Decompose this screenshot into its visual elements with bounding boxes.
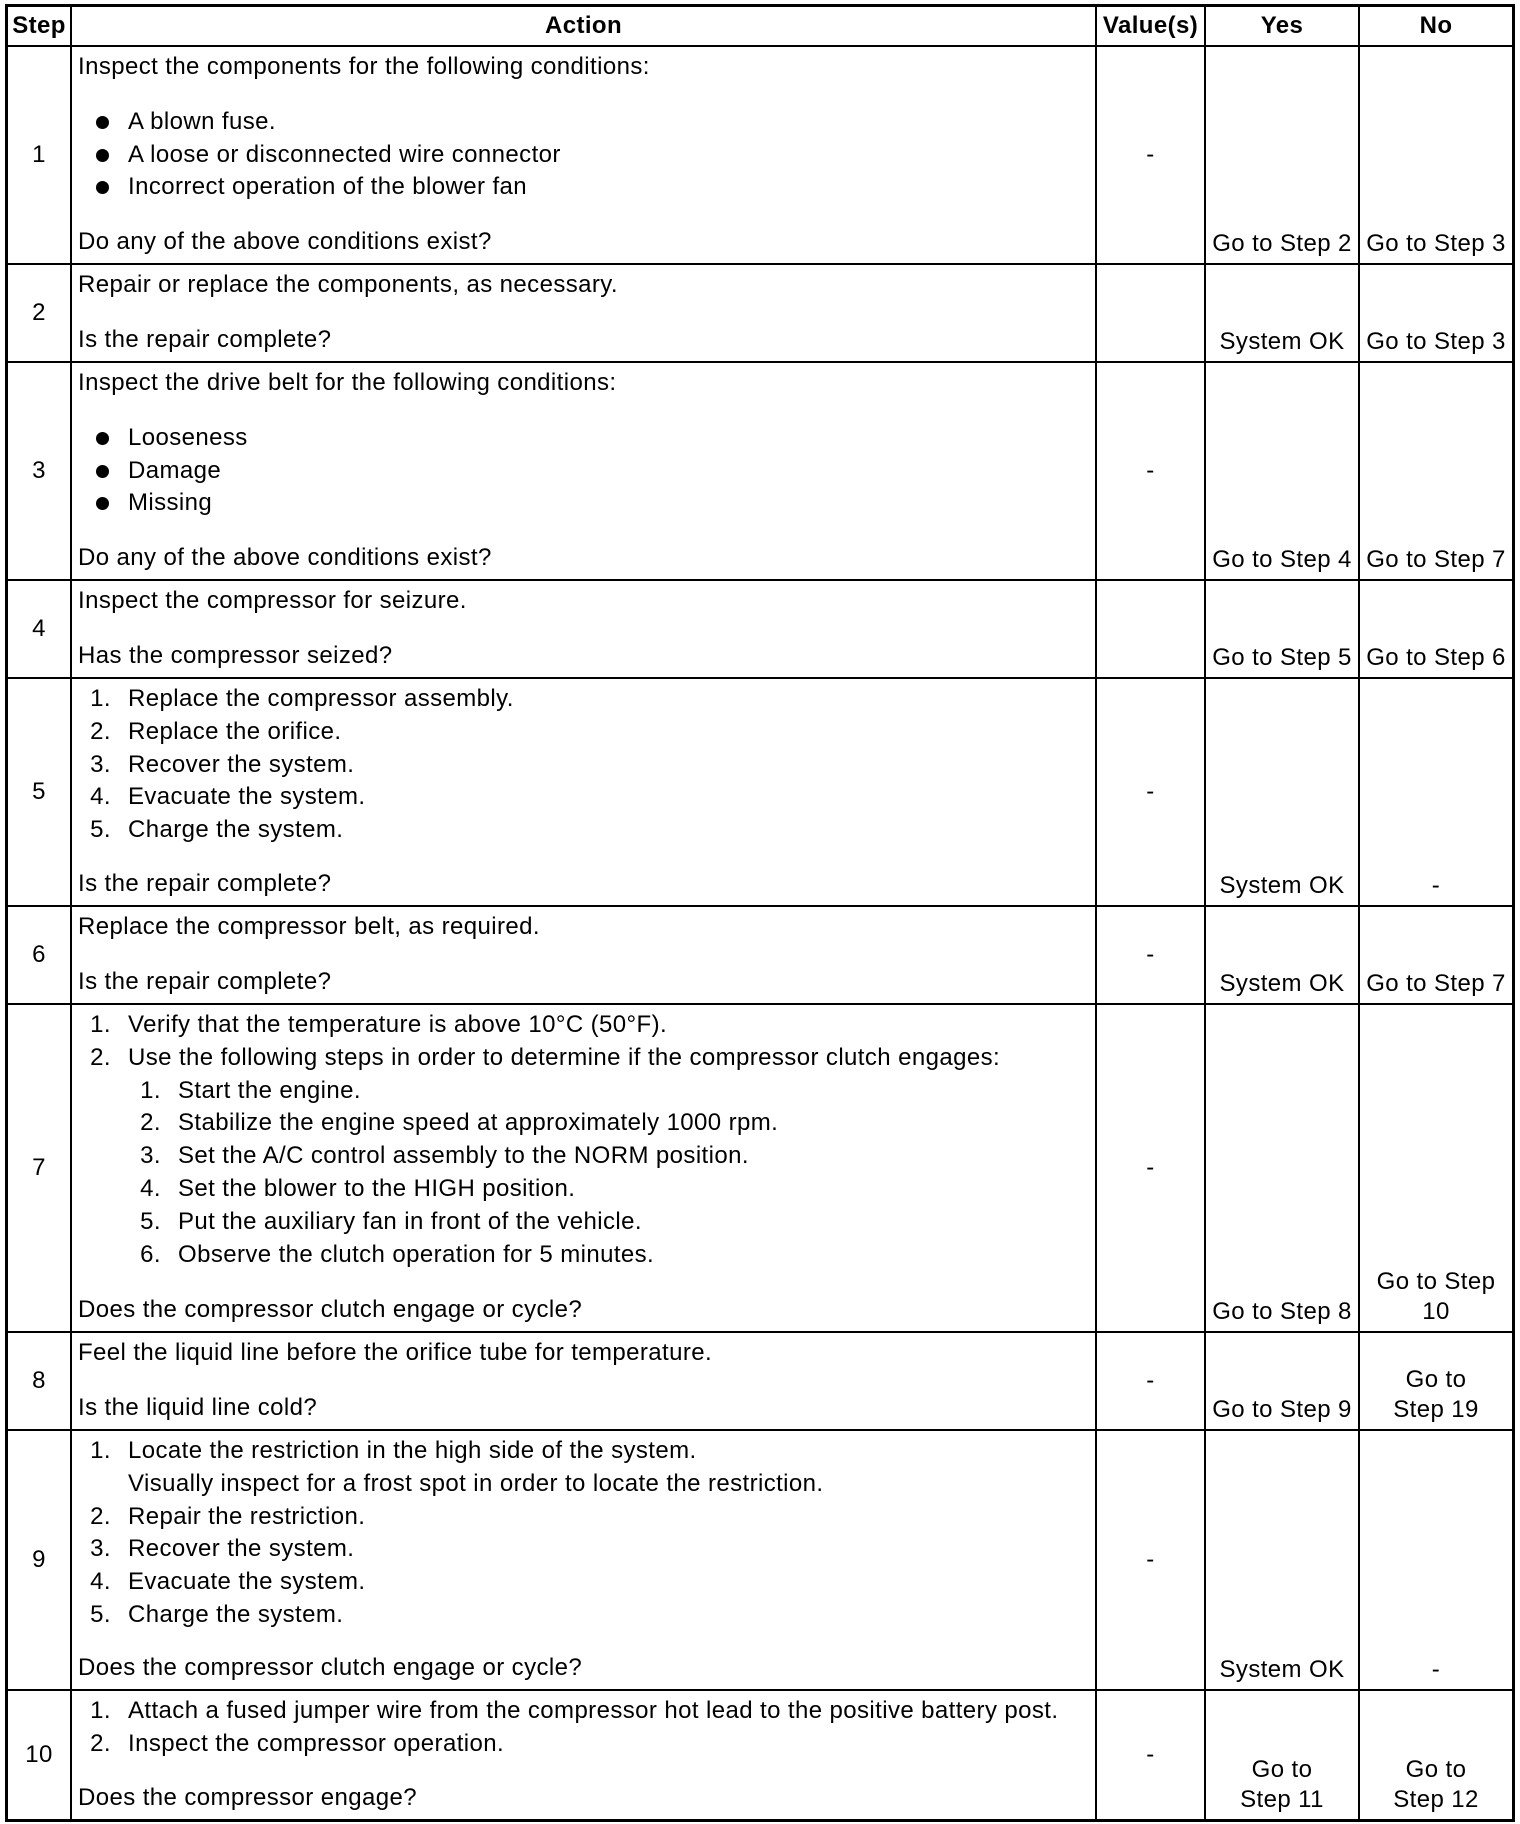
step-number: 5 (32, 778, 46, 805)
sub-list-item (128, 1206, 1089, 1239)
sub-list-item (128, 1107, 1089, 1140)
numbered-list (78, 1435, 1089, 1632)
list-item (78, 455, 1089, 488)
yes-result: System OK (1219, 1656, 1345, 1683)
list-item-text: Attach a fused jumper wire from the compressor hot lead to the positive battery post. (128, 1697, 1059, 1724)
sub-list-item-text: Set the A/C control assembly to the NORM position. (178, 1142, 749, 1170)
action-intro: Inspect the drive belt for the following conditions: (78, 369, 617, 396)
sub-list-number: 6. (140, 1240, 161, 1268)
action-intro: Replace the compressor belt, as required. (78, 913, 540, 940)
bullet-icon (96, 432, 109, 445)
no-result: - (1431, 872, 1441, 899)
yes-cell (1206, 265, 1358, 361)
sub-list-item-text: Start the engine. (178, 1076, 361, 1104)
no-cell (1360, 907, 1512, 1003)
values-cell (1097, 265, 1204, 361)
step-cell (8, 907, 70, 1003)
action-question: Does the compressor clutch engage or cycle? (78, 1296, 583, 1324)
step-cell (8, 47, 70, 263)
list-item (78, 106, 1089, 139)
step-number: 6 (32, 941, 46, 968)
action-cell (72, 363, 1095, 579)
action-cell (72, 1333, 1095, 1429)
yes-cell (1206, 1333, 1358, 1429)
yes-result: Go to Step 5 (1212, 644, 1352, 671)
action-intro: Inspect the compressor for seizure. (78, 587, 467, 614)
header-yes-label: Yes (1260, 12, 1304, 39)
no-cell (1360, 363, 1512, 579)
diagnostic-table (5, 4, 1515, 1822)
action-cell (72, 581, 1095, 677)
list-item-text: Replace the orifice. (128, 717, 342, 745)
numbered-list (78, 1009, 1089, 1271)
bullet-icon (96, 116, 109, 129)
value-text: - (1146, 141, 1155, 168)
yes-result: Go to Step 9 (1212, 1396, 1352, 1423)
list-item (78, 171, 1089, 204)
values-cell (1097, 47, 1204, 263)
no-result: Go to Step 10 (1376, 1268, 1496, 1325)
header-action-label: Action (544, 12, 623, 39)
value-text: - (1146, 941, 1155, 968)
sub-list-item (128, 1075, 1089, 1108)
yes-cell (1206, 679, 1358, 905)
list-item-text: A blown fuse. (128, 107, 276, 135)
bullet-icon (96, 181, 109, 194)
value-text: - (1146, 457, 1155, 484)
step-number: 4 (32, 615, 46, 642)
step-cell (8, 581, 70, 677)
list-number: 1. (90, 685, 111, 712)
values-cell (1097, 581, 1204, 677)
list-number: 5. (90, 1600, 111, 1628)
list-item-text: Missing (128, 489, 213, 517)
action-cell (72, 265, 1095, 361)
step-number: 7 (32, 1154, 46, 1181)
list-number: 5. (90, 816, 111, 844)
list-item (78, 422, 1089, 455)
action-question: Is the liquid line cold? (78, 1394, 318, 1422)
yes-result: System OK (1219, 970, 1345, 997)
step-number: 9 (32, 1546, 46, 1573)
list-number: 2. (90, 1502, 111, 1530)
step-cell (8, 1431, 70, 1689)
bullet-list (78, 106, 1089, 204)
list-number: 4. (90, 1568, 111, 1596)
yes-cell (1206, 1691, 1358, 1819)
list-number: 3. (90, 750, 111, 778)
action-intro: Feel the liquid line before the orifice tube for temperature. (78, 1339, 713, 1366)
step-number: 8 (32, 1367, 46, 1394)
step-cell (8, 265, 70, 361)
numbered-list (78, 1695, 1089, 1761)
list-item (78, 1728, 1089, 1761)
list-item-text: Recover the system. (128, 750, 355, 778)
list-item-text: Charge the system. (128, 816, 344, 844)
list-item (78, 1009, 1089, 1042)
header-yes (1206, 7, 1358, 45)
values-cell (1097, 1005, 1204, 1331)
no-cell (1360, 1333, 1512, 1429)
list-item (78, 781, 1089, 814)
yes-result: Go to Step 2 (1212, 230, 1352, 257)
list-number: 1. (90, 1011, 111, 1038)
list-item-text: Evacuate the system. (128, 1568, 366, 1596)
action-question: Does the compressor clutch engage or cycle? (78, 1654, 583, 1682)
no-cell (1360, 47, 1512, 263)
sub-list-number: 5. (140, 1207, 161, 1235)
list-item (78, 814, 1089, 847)
action-question: Is the repair complete? (78, 870, 332, 898)
sub-list-item (128, 1140, 1089, 1173)
action-cell (72, 1691, 1095, 1819)
no-result: Go to Step 7 (1366, 970, 1506, 997)
list-item (78, 683, 1089, 716)
list-item (78, 749, 1089, 782)
action-intro: Inspect the components for the following conditions: (78, 53, 650, 80)
list-item (78, 1533, 1089, 1566)
no-cell (1360, 265, 1512, 361)
yes-cell (1206, 363, 1358, 579)
list-item-text: Recover the system. (128, 1535, 355, 1563)
value-text: - (1146, 778, 1155, 805)
yes-cell (1206, 47, 1358, 263)
list-item-text: A loose or disconnected wire connector (128, 140, 561, 168)
numbered-list (78, 683, 1089, 847)
action-question: Do any of the above conditions exist? (78, 228, 492, 256)
value-text: - (1146, 1546, 1155, 1573)
yes-cell (1206, 907, 1358, 1003)
no-result: Go to Step 12 (1393, 1756, 1479, 1813)
list-number: 4. (90, 783, 111, 811)
sub-list-item-text: Set the blower to the HIGH position. (178, 1174, 576, 1202)
header-no (1360, 7, 1512, 45)
values-cell (1097, 1333, 1204, 1429)
list-item-text: Looseness (128, 423, 248, 451)
action-question: Has the compressor seized? (78, 642, 393, 670)
list-item (78, 139, 1089, 172)
values-cell (1097, 1691, 1204, 1819)
values-cell (1097, 907, 1204, 1003)
list-item (78, 1566, 1089, 1599)
yes-result: Go to Step 11 (1240, 1756, 1324, 1813)
list-item-text: Replace the compressor assembly. (128, 685, 514, 712)
sub-list-item (128, 1173, 1089, 1206)
sub-list-item-text: Put the auxiliary fan in front of the vehicle. (178, 1207, 642, 1235)
value-text: - (1146, 1741, 1155, 1768)
list-item (78, 1695, 1089, 1728)
yes-cell (1206, 581, 1358, 677)
step-cell (8, 363, 70, 579)
sub-list-item (128, 1239, 1089, 1272)
no-cell (1360, 581, 1512, 677)
action-question: Is the repair complete? (78, 968, 332, 996)
action-intro: Repair or replace the components, as necessary. (78, 271, 618, 298)
yes-result: System OK (1219, 872, 1345, 899)
list-item-text: Damage (128, 456, 222, 484)
action-cell (72, 47, 1095, 263)
no-result: - (1431, 1656, 1441, 1683)
list-item (78, 716, 1089, 749)
action-cell (72, 1005, 1095, 1331)
list-item-text: Inspect the compressor operation. (128, 1729, 505, 1757)
header-step-label: Step (12, 12, 66, 39)
sub-list-item-text: Stabilize the engine speed at approximately 1000 rpm. (178, 1109, 779, 1137)
step-number: 10 (25, 1741, 53, 1768)
step-cell (8, 1333, 70, 1429)
action-cell (72, 1431, 1095, 1689)
no-result: Go to Step 6 (1366, 644, 1506, 671)
bullet-list (78, 422, 1089, 520)
step-number: 3 (32, 457, 46, 484)
header-step (8, 7, 70, 45)
no-cell (1360, 1431, 1512, 1689)
values-cell (1097, 363, 1204, 579)
action-question: Do any of the above conditions exist? (78, 544, 492, 572)
sub-list-number: 4. (140, 1174, 161, 1202)
step-cell (8, 1005, 70, 1331)
list-item-text: Use the following steps in order to determine if the compressor clutch engages: (128, 1043, 1001, 1071)
no-cell (1360, 1005, 1512, 1331)
sub-list-number: 3. (140, 1142, 161, 1170)
values-cell (1097, 679, 1204, 905)
list-number: 3. (90, 1535, 111, 1563)
no-result: Go to Step 3 (1366, 230, 1506, 257)
values-cell (1097, 1431, 1204, 1689)
list-item-text: Locate the restriction in the high side of the system. (128, 1437, 697, 1464)
list-item (78, 1435, 1089, 1501)
action-instructions (78, 367, 1089, 520)
list-item-text: Evacuate the system. (128, 783, 366, 811)
list-item (78, 487, 1089, 520)
bullet-icon (96, 465, 109, 478)
list-item-text: Incorrect operation of the blower fan (128, 173, 528, 201)
list-number: 2. (90, 717, 111, 745)
header-values-label: Value(s) (1102, 12, 1199, 39)
list-item-continuation: Visually inspect for a frost spot in order to locate the restriction. (128, 1469, 824, 1497)
header-action (72, 7, 1095, 45)
header-values (1097, 7, 1204, 45)
yes-cell (1206, 1431, 1358, 1689)
yes-result: Go to Step 8 (1212, 1298, 1352, 1325)
no-result: Go to Step 7 (1366, 546, 1506, 573)
yes-result: System OK (1219, 328, 1345, 355)
bullet-icon (96, 149, 109, 162)
no-result: Go to Step 19 (1393, 1366, 1479, 1423)
step-cell (8, 1691, 70, 1819)
no-cell (1360, 1691, 1512, 1819)
action-instructions (78, 51, 1089, 204)
list-number: 2. (90, 1729, 111, 1757)
list-number: 2. (90, 1043, 111, 1071)
sub-list-number: 1. (140, 1076, 161, 1104)
list-item-text: Repair the restriction. (128, 1502, 366, 1530)
sub-list-number: 2. (140, 1109, 161, 1137)
action-question: Is the repair complete? (78, 326, 332, 354)
list-number: 1. (90, 1697, 111, 1724)
list-item (78, 1501, 1089, 1534)
no-cell (1360, 679, 1512, 905)
list-number: 1. (90, 1437, 111, 1464)
sub-list (128, 1075, 1089, 1272)
no-result: Go to Step 3 (1366, 328, 1506, 355)
list-item (78, 1599, 1089, 1632)
action-cell (72, 907, 1095, 1003)
value-text: - (1146, 1367, 1155, 1394)
yes-result: Go to Step 4 (1212, 546, 1352, 573)
value-text: - (1146, 1154, 1155, 1181)
action-question: Does the compressor engage? (78, 1784, 417, 1812)
step-number: 1 (32, 141, 46, 168)
bullet-icon (96, 497, 109, 510)
list-item (78, 1042, 1089, 1272)
step-number: 2 (32, 299, 46, 326)
sub-list-item-text: Observe the clutch operation for 5 minutes. (178, 1240, 655, 1268)
action-cell (72, 679, 1095, 905)
list-item-text: Verify that the temperature is above 10°C (50°F). (128, 1011, 668, 1038)
step-cell (8, 679, 70, 905)
header-no-label: No (1419, 12, 1453, 39)
list-item-text: Charge the system. (128, 1600, 344, 1628)
yes-cell (1206, 1005, 1358, 1331)
